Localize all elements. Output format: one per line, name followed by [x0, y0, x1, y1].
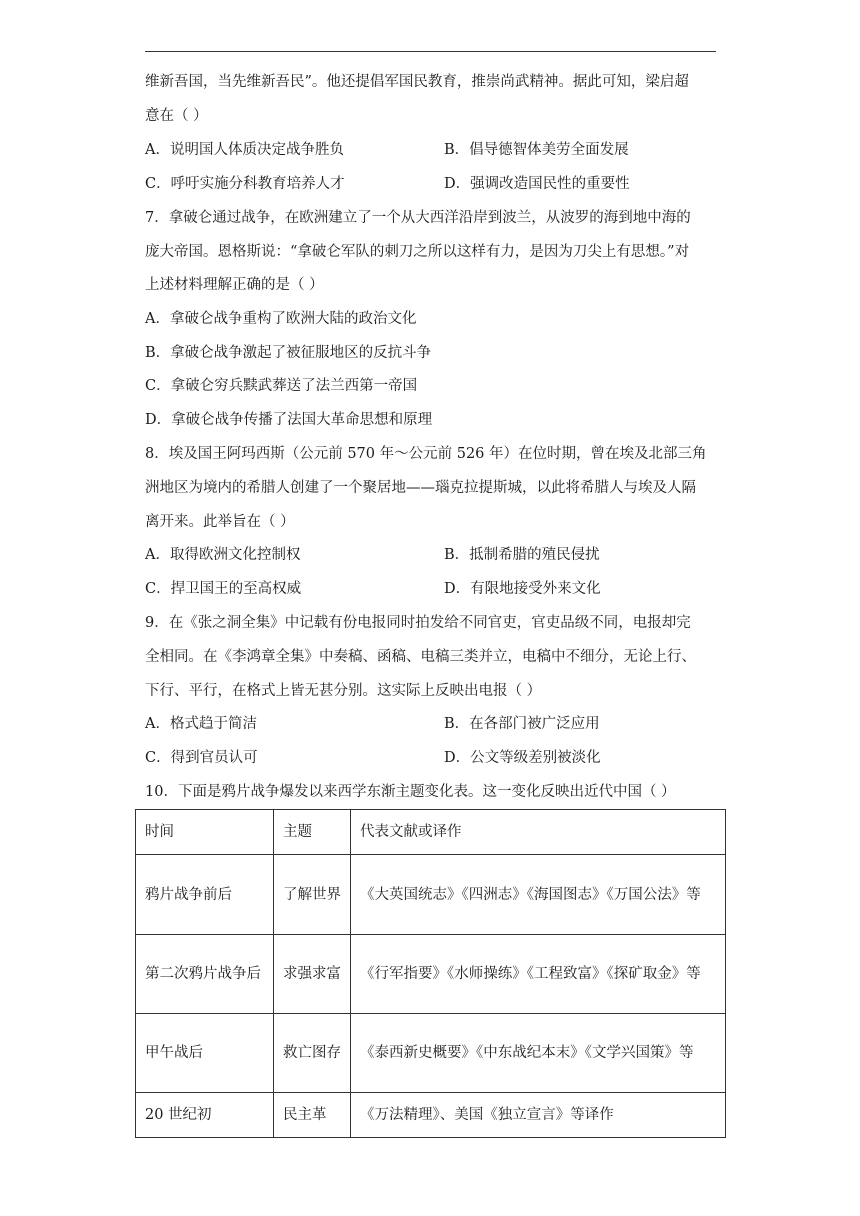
q9-stem-line1: 9．在《张之洞全集》中记载有份电报同时拍发给不同官吏，官吏品级不同，电报却完 — [145, 615, 691, 631]
table-cell-works: 《行军指要》《水师操练》《工程致富》《探矿取金》等 — [351, 935, 726, 1014]
q7-stem-line1: 7．拿破仑通过战争，在欧洲建立了一个从大西洋沿岸到波兰，从波罗的海到地中海的 — [145, 210, 691, 226]
q7-option-b: B．拿破仑战争激起了被征服地区的反抗斗争 — [145, 345, 432, 361]
q7-option-c: C．拿破仑穷兵黩武葬送了法兰西第一帝国 — [145, 378, 418, 394]
table-cell-theme: 求强求富 — [274, 935, 351, 1014]
table-cell-works: 《万法精理》、美国《独立宣言》等译作 — [351, 1093, 726, 1138]
q8-option-b: B．抵制希腊的殖民侵扰 — [444, 547, 600, 563]
table-header-row — [136, 810, 726, 855]
table-cell-theme: 民主革 — [274, 1093, 351, 1138]
table-cell-time: 鸦片战争前后 — [136, 855, 274, 935]
table-cell-time: 第二次鸦片战争后 — [136, 935, 274, 1014]
table-header-cell: 代表文献或译作 — [351, 810, 726, 855]
q6-option-c: C．呼吁实施分科教育培养人才 — [145, 176, 345, 192]
table-cell-time: 甲午战后 — [136, 1014, 274, 1093]
q8-stem-line2: 洲地区为境内的希腊人创建了一个聚居地——瑙克拉提斯城，以此将希腊人与埃及人隔 — [145, 480, 696, 496]
q9-option-a: A．格式趋于简洁 — [145, 716, 257, 732]
q7-stem-line3: 上述材料理解正确的是（ ） — [145, 277, 324, 293]
q9-option-c: C．得到官员认可 — [145, 750, 258, 766]
q9-option-b: B．在各部门被广泛应用 — [444, 716, 600, 732]
q6-option-b: B．倡导德智体美劳全面发展 — [444, 142, 629, 158]
table-cell-theme: 救亡图存 — [274, 1014, 351, 1093]
table-row — [136, 935, 726, 1014]
table-row — [136, 1093, 726, 1138]
q6-continuation-line2: 意在（ ） — [145, 108, 208, 124]
q9-stem-line2: 全相同。在《李鸿章全集》中奏稿、函稿、电稿三类并立，电稿中不细分，无论上行、 — [145, 649, 696, 665]
header-rule — [145, 51, 716, 52]
q8-option-c: C．捍卫国王的至高权威 — [145, 581, 302, 597]
q8-option-a: A．取得欧洲文化控制权 — [145, 547, 301, 563]
table-header-cell: 时间 — [136, 810, 274, 855]
west-learning-table — [135, 809, 726, 1138]
q6-option-a: A．说明国人体质决定战争胜负 — [145, 142, 344, 158]
q8-stem-line3: 离开来。此举旨在（ ） — [145, 514, 295, 530]
q9-stem-line3: 下行、平行，在格式上皆无甚分别。这实际上反映出电报（ ） — [145, 683, 542, 699]
table-cell-theme: 了解世界 — [274, 855, 351, 935]
q8-option-d: D．有限地接受外来文化 — [444, 581, 601, 597]
q7-stem-line2: 庞大帝国。恩格斯说：“拿破仑军队的刺刀之所以这样有力，是因为刀尖上有思想。”对 — [145, 244, 690, 260]
q10-stem-line1: 10．下面是鸦片战争爆发以来西学东渐主题变化表。这一变化反映出近代中国（ ） — [145, 784, 676, 800]
q6-continuation-line1: 维新吾国，当先维新吾民”。他还提倡军国民教育，推崇尚武精神。据此可知，梁启超 — [145, 74, 689, 90]
table-cell-time: 20 世纪初 — [136, 1093, 274, 1138]
table-header-cell: 主题 — [274, 810, 351, 855]
q7-option-a: A．拿破仑战争重构了欧洲大陆的政治文化 — [145, 311, 417, 327]
q9-option-d: D．公文等级差别被淡化 — [444, 750, 601, 766]
q7-option-d: D．拿破仑战争传播了法国大革命思想和原理 — [145, 412, 433, 428]
table-cell-works: 《泰西新史概要》《中东战纪本末》《文学兴国策》等 — [351, 1014, 726, 1093]
q6-option-d: D．强调改造国民性的重要性 — [444, 176, 630, 192]
table-row — [136, 1014, 726, 1093]
table-row — [136, 855, 726, 935]
table-cell-works: 《大英国统志》《四洲志》《海国图志》《万国公法》等 — [351, 855, 726, 935]
q8-stem-line1: 8．埃及国王阿玛西斯（公元前 570 年～公元前 526 年）在位时期，曾在埃及北部三角 — [145, 446, 707, 462]
